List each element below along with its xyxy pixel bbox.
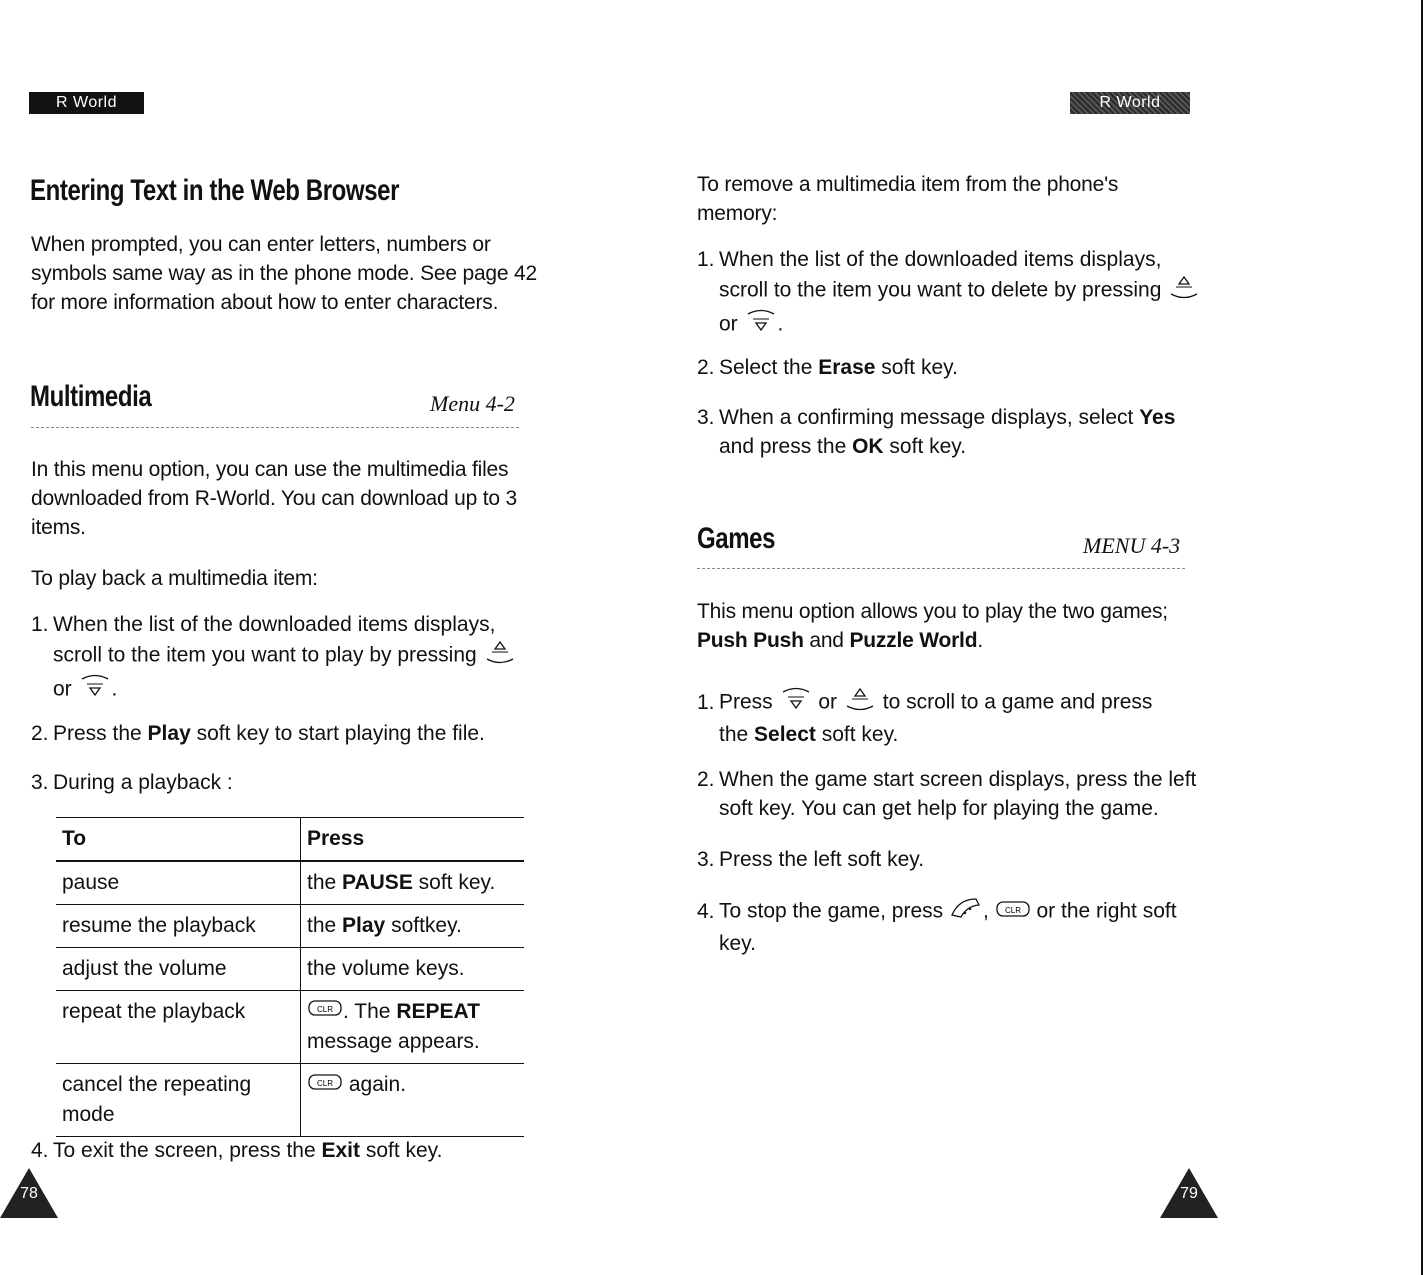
nav-down-icon (78, 673, 112, 707)
step-number: 4. (31, 1139, 49, 1162)
play-key-label: Play (342, 914, 386, 937)
games-step-3 (697, 845, 924, 874)
step-text: soft key to start playing the file. (190, 722, 485, 745)
step-text: When the list of the downloaded items displays, (719, 248, 1162, 271)
step-text: and press the (719, 435, 853, 458)
nav-up-icon (843, 686, 877, 720)
cell-text: message appears. (307, 1030, 480, 1054)
table-cell: pause (56, 861, 301, 905)
table-cell (301, 905, 525, 948)
table-row (56, 1064, 524, 1137)
table-row (56, 905, 524, 948)
step-text: or (719, 312, 738, 336)
step-number: 3. (697, 848, 715, 871)
game-name-puzzle-world: Puzzle World (849, 629, 978, 652)
select-key-label: Select (754, 723, 816, 746)
page-number-right (1160, 1168, 1218, 1218)
play-step-1: 1. When the list of the downloaded items displays, scroll to the item you want to play by pressing or . (31, 610, 517, 707)
play-step-2 (31, 719, 485, 748)
yes-label: Yes (1139, 406, 1176, 429)
step-number: 1. (697, 248, 715, 271)
section-title-web-browser: Entering Text in the Web Browser (30, 174, 400, 207)
cell-text: soft key. (412, 871, 496, 894)
step-number: 1. (697, 690, 715, 714)
multimedia-body (31, 455, 517, 542)
cell-text: the (307, 871, 343, 894)
step-text: During a playback : (53, 771, 233, 794)
body-line: symbols same way as in the phone mode. See page 42 (31, 262, 537, 285)
play-step-4 (31, 1136, 442, 1165)
step-text: Select the (719, 356, 819, 379)
table-cell (56, 1064, 301, 1137)
step-number: 1. (31, 613, 49, 636)
step-text: Press the (53, 722, 148, 745)
step-text: or (818, 690, 838, 714)
svg-text:CLR: CLR (1004, 905, 1021, 915)
playback-intro: To play back a multimedia item: (31, 567, 318, 590)
body-line: items. (31, 516, 86, 539)
step-number: 3. (697, 406, 715, 429)
repeat-label: REPEAT (396, 1000, 480, 1023)
step-text: Press the left soft key. (719, 848, 925, 871)
nav-down-icon (744, 308, 778, 342)
table-cell (301, 861, 525, 905)
game-name-push-push: Push Push (697, 629, 804, 652)
clr-key-icon (307, 997, 343, 1027)
body-line: for more information about how to enter characters. (31, 291, 499, 314)
step-text: When the game start screen displays, press the left (719, 768, 1197, 791)
step-text: scroll to the item you want to delete by pressing (719, 278, 1162, 302)
body-line: memory: (697, 202, 778, 225)
step-text: scroll to the item you want to play by pressing (53, 643, 477, 667)
remove-step-3 (697, 403, 1175, 461)
table-cell: resume the playback (56, 905, 301, 948)
svg-text:CLR: CLR (316, 1078, 334, 1088)
play-key-label: Play (147, 722, 191, 745)
cell-text: cancel the repeating (62, 1073, 252, 1097)
step-text: soft key. (883, 435, 967, 458)
table-cell (301, 991, 525, 1064)
step-text: When a confirming message displays, select (719, 406, 1140, 429)
remove-step-1: 1. When the list of the downloaded items displays, scroll to the item you want to delete by pressing or . (697, 245, 1201, 342)
cell-text: softkey. (385, 914, 462, 937)
svg-text:CLR: CLR (316, 1005, 334, 1015)
table-row (56, 948, 524, 991)
column-header-to: To (56, 818, 301, 862)
remove-step-2 (697, 353, 958, 382)
body-line: To remove a multimedia item from the phone's (697, 173, 1119, 196)
games-step-1 (697, 686, 1152, 749)
body-text: . (977, 629, 983, 652)
left-page (0, 0, 712, 1275)
menu-ref-multimedia: Menu 4-2 (430, 391, 515, 416)
header-tab-right: R World (1070, 92, 1190, 114)
clr-key-icon (995, 898, 1031, 927)
table-cell: adjust the volume (56, 948, 301, 991)
cell-text: mode (62, 1103, 115, 1127)
games-step-4 (697, 895, 1177, 958)
body-line (697, 626, 1168, 655)
erase-key-label: Erase (818, 356, 876, 379)
cell-text: again. (348, 1073, 407, 1097)
games-body (697, 597, 1168, 655)
step-text: to scroll to a game and press (882, 690, 1153, 714)
clr-key-icon (307, 1071, 343, 1101)
section-title-games: Games (697, 522, 776, 555)
column-header-press: Press (301, 818, 525, 862)
ok-key-label: OK (852, 435, 884, 458)
section-title-multimedia: Multimedia (30, 380, 152, 413)
step-number: 2. (31, 722, 49, 745)
table-row (56, 861, 524, 905)
body-line: downloaded from R-World. You can download up to 3 (31, 487, 517, 510)
exit-key-label: Exit (321, 1139, 360, 1162)
step-text: Press (719, 690, 773, 714)
nav-up-icon (1167, 274, 1201, 308)
play-step-3 (31, 768, 233, 797)
step-text: soft key. (359, 1139, 443, 1162)
step-text: soft key. (815, 723, 899, 746)
body-text: and (803, 629, 850, 652)
step-text: soft key. You can get help for playing the game. (719, 797, 1159, 820)
end-key-icon (949, 895, 983, 929)
step-number: 4. (697, 899, 715, 923)
page-number-text: 79 (1180, 1185, 1198, 1202)
table-cell (301, 1064, 525, 1137)
section-divider (697, 568, 1185, 569)
menu-ref-games: MENU 4-3 (1083, 533, 1181, 558)
step-number: 2. (697, 356, 715, 379)
step-text: the (719, 723, 755, 746)
body-line: This menu option allows you to play the two games; (697, 600, 1168, 623)
body-line: When prompted, you can enter letters, numbers or (31, 233, 491, 256)
table-header-row (56, 818, 524, 862)
step-text: To exit the screen, press the (53, 1139, 322, 1162)
body-line: In this menu option, you can use the multimedia files (31, 458, 509, 481)
step-text: key. (719, 932, 756, 955)
table-cell: the volume keys. (301, 948, 525, 991)
page-number-text: 78 (20, 1185, 38, 1202)
step-text: or the right soft (1036, 899, 1177, 923)
web-browser-body (31, 230, 537, 317)
right-page (697, 0, 1426, 1275)
nav-down-icon (779, 686, 813, 720)
games-step-2 (697, 765, 1196, 823)
step-text: or (53, 677, 72, 701)
pause-key-label: PAUSE (342, 871, 413, 894)
step-text: To stop the game, press (719, 899, 944, 923)
header-tab-left: R World (29, 92, 144, 114)
step-number: 3. (31, 771, 49, 794)
remove-intro (697, 170, 1118, 228)
page-number-left (0, 1168, 58, 1218)
cell-text: . The (343, 1000, 397, 1023)
step-number: 2. (697, 768, 715, 791)
nav-up-icon (483, 639, 517, 673)
page-edge (1421, 0, 1423, 1275)
table-cell: repeat the playback (56, 991, 301, 1064)
playback-table (56, 817, 524, 1137)
step-text: , (982, 899, 989, 923)
table-row (56, 991, 524, 1064)
step-text: soft key. (875, 356, 958, 379)
section-divider (31, 427, 519, 428)
step-text: When the list of the downloaded items displays, (53, 613, 496, 636)
cell-text: the (307, 914, 343, 937)
